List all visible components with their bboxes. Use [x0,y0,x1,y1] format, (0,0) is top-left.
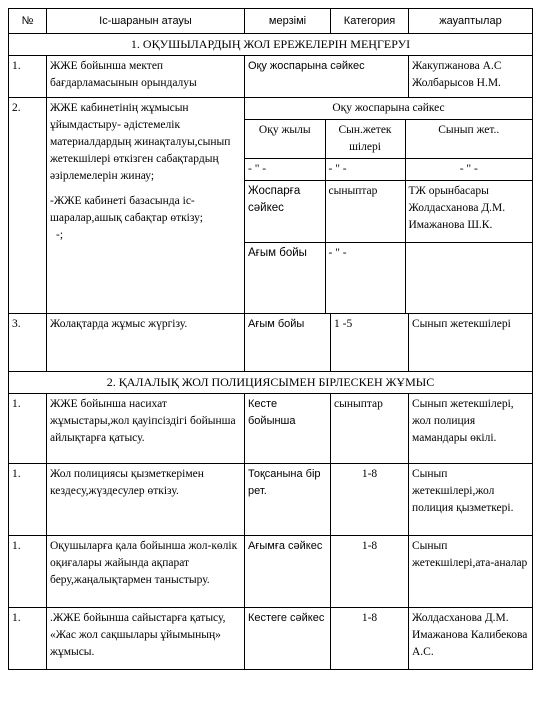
category: 1 -5 [331,313,409,371]
category: 1-8 [331,463,409,535]
nested-current-responsible [405,243,532,313]
event-name: Жол полициясы қызметкерімен кездесу,жүздесулер өткізу. [47,463,245,535]
category: 1-8 [331,535,409,607]
table-row [9,463,533,535]
event-name-part-3: -; [56,229,64,241]
section-title-row [9,34,533,56]
plan-table [8,8,533,670]
event-name: ЖЖЕ бойынша мектеп бағдарламасынын орындалуы [47,56,245,98]
event-name: Жолақтарда жұмыс жүргізу. [47,313,245,371]
event-name: Оқушыларға қала бойынша жол-көлік оқиғалары жайында ақпарат беру,жаңалықтармен таныстыру. [47,535,245,607]
responsible: Жакупжанова А.С Жолбарысов Н.М. [409,56,533,98]
row-number: 1. [9,463,47,535]
header-category: Категория [331,9,409,34]
nested-plan-category: сыныптар [325,181,405,243]
header-deadline: мерзімі [245,9,331,34]
table-header-row [9,9,533,34]
nested-schedule-cell [245,98,533,314]
header-event-name: Іс-шаранын атауы [47,9,245,34]
event-name-part-1: ЖЖЕ кабинетінің жұмысын ұйымдастыру- әдістемелік материалдардың жинақталуы,сынып жетекшілері өткізген сабақтардың әзірлемелерін жинау; [50,102,231,182]
header-responsible: жауаптылар [409,9,533,34]
event-name: ЖЖЕ бойынша насихат жұмыстары,жол қауіпсіздігі бойынша айлықтарға қатысу. [47,393,245,463]
deadline: Ағымға сәйкес [245,535,331,607]
table-row [9,98,533,314]
nested-subheader-year: Оқу жылы [245,120,325,159]
section-1-title: 1. ОҚУШЫЛАРДЫҢ ЖОЛ ЕРЕЖЕЛЕРІН МЕҢГЕРУІ [9,34,533,56]
responsible: Сынып жетекшілері, жол полиция мамандары өкілі. [409,393,533,463]
row-number: 1. [9,535,47,607]
document-page [8,8,532,670]
nested-schedule-table [245,98,532,313]
deadline: Оқу жоспарына сәйкес [245,56,409,98]
row-number: 1. [9,607,47,669]
nested-current-category: - " - [325,243,405,313]
event-name-part-2: -ЖЖЕ кабинеті базасында іс-шаралар,ашық сабақтар өткізу; [50,195,203,224]
nested-subheader-class: Сынып жет.. [405,120,532,159]
event-name: .ЖЖЕ бойынша сайыстарға қатысу, «Жас жол сақшылары ұйымының» жұмысы. [47,607,245,669]
row-number: 1. [9,393,47,463]
row-number: 1. [9,56,47,98]
nested-subheader-teachers: Сын.жетек шілері [325,120,405,159]
category: сыныптар [331,393,409,463]
category: 1-8 [331,607,409,669]
deadline: Ағым бойы [245,313,331,371]
nested-current-deadline: Ағым бойы [245,243,325,313]
table-row [9,535,533,607]
table-row [9,313,533,371]
event-name [47,98,245,314]
deadline: Кестеге сәйкес [245,607,331,669]
nested-plan-deadline: Жоспарға сәйкес [245,181,325,243]
row-number: 2. [9,98,47,314]
responsible: Жолдасханова Д.М. Имажанова Калибекова А.С. [409,607,533,669]
table-row [9,607,533,669]
responsible: Сынып жетекшілері,жол полиция қызметкері. [409,463,533,535]
table-row [9,56,533,98]
row-number: 3. [9,313,47,371]
table-row [9,393,533,463]
header-number: № [9,9,47,34]
section-2-title: 2. ҚАЛАЛЫҚ ЖОЛ ПОЛИЦИЯСЫМЕН БІРЛЕСКЕН ЖҰМЫС [9,371,533,393]
nested-plan-responsible: ТЖ орынбасары Жолдасханова Д.М. Имажанова Ш.К. [405,181,532,243]
responsible: Сынып жетекшілері [409,313,533,371]
nested-ditto: - " - [405,159,532,181]
deadline: Кесте бойынша [245,393,331,463]
nested-ditto: - " - [245,159,325,181]
deadline: Тоқсанына бір рет. [245,463,331,535]
responsible: Сынып жетекшілері,ата-аналар [409,535,533,607]
nested-ditto: - " - [325,159,405,181]
nested-top-label: Оқу жоспарына сәйкес [245,98,532,120]
section-title-row [9,371,533,393]
